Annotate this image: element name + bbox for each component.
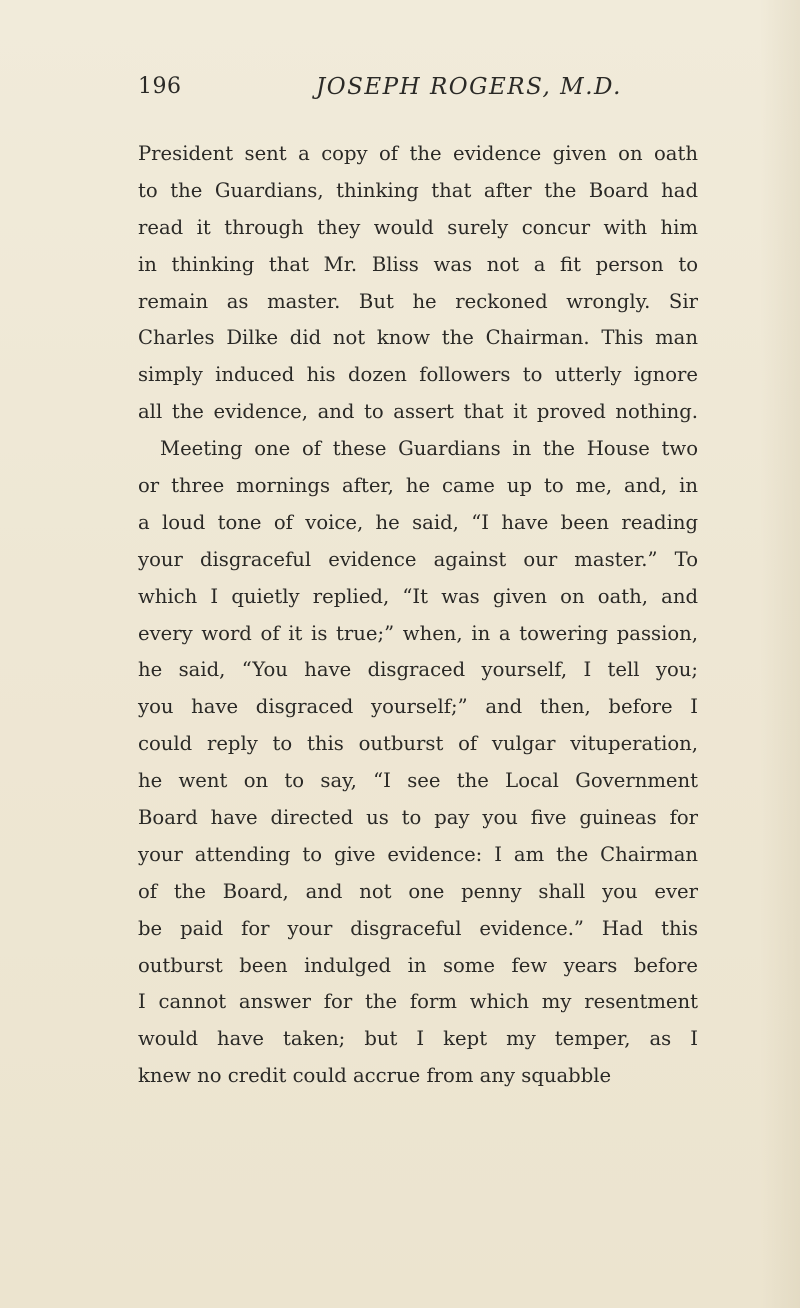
text-line: simply induced his dozen followers to utterly ignore bbox=[138, 363, 698, 387]
text-line: he went on to say, “I see the Local Government bbox=[138, 769, 698, 793]
text-line: every word of it is true;” when, in a towering passion, bbox=[138, 621, 698, 645]
text-line: I cannot answer for the form which my resentment bbox=[138, 990, 698, 1014]
text-line: all the evidence, and to assert that it proved nothing. bbox=[138, 400, 698, 424]
text-line: Charles Dilke did not know the Chairman. This man bbox=[138, 326, 698, 350]
text-line: a loud tone of voice, he said, “I have been reading bbox=[138, 510, 698, 534]
text-line: your disgraceful evidence against our master.” To bbox=[138, 547, 698, 571]
running-head bbox=[138, 74, 698, 114]
text-line: of the Board, and not one penny shall you ever bbox=[138, 879, 698, 903]
text-line: Board have directed us to pay you five guineas for bbox=[138, 806, 698, 830]
text-line: he said, “You have disgraced yourself, I tell you; bbox=[138, 658, 698, 682]
text-line: read it through they would surely concur with him bbox=[138, 215, 698, 239]
text-line: knew no credit could accrue from any squabble bbox=[138, 1064, 612, 1088]
text-line: your attending to give evidence: I am the Chairman bbox=[138, 842, 698, 866]
header-title: JOSEPH ROGERS, M.D. bbox=[316, 74, 622, 100]
text-line: be paid for your disgraceful evidence.” Had this bbox=[138, 916, 698, 940]
text-line: you have disgraced yourself;” and then, before I bbox=[138, 695, 698, 719]
page-number: 196 bbox=[138, 74, 182, 99]
text-line: President sent a copy of the evidence given on oath bbox=[138, 142, 698, 165]
text-line: which I quietly replied, “It was given on oath, and bbox=[138, 584, 698, 608]
text-line: Meeting one of these Guardians in the House two bbox=[160, 437, 698, 461]
text-line: or three mornings after, he came up to me, and, in bbox=[138, 474, 698, 498]
text-line: in thinking that Mr. Bliss was not a fit person to bbox=[138, 252, 698, 276]
text-line: outburst been indulged in some few years before bbox=[138, 953, 698, 977]
text-line: remain as master. But he reckoned wrongly. Sir bbox=[138, 289, 698, 313]
text-line: could reply to this outburst of vulgar vituperation, bbox=[138, 732, 698, 756]
text-line: to the Guardians, thinking that after the Board had bbox=[138, 178, 698, 202]
text-line: would have taken; but I kept my temper, as I bbox=[138, 1027, 698, 1051]
body-text bbox=[138, 136, 698, 1095]
